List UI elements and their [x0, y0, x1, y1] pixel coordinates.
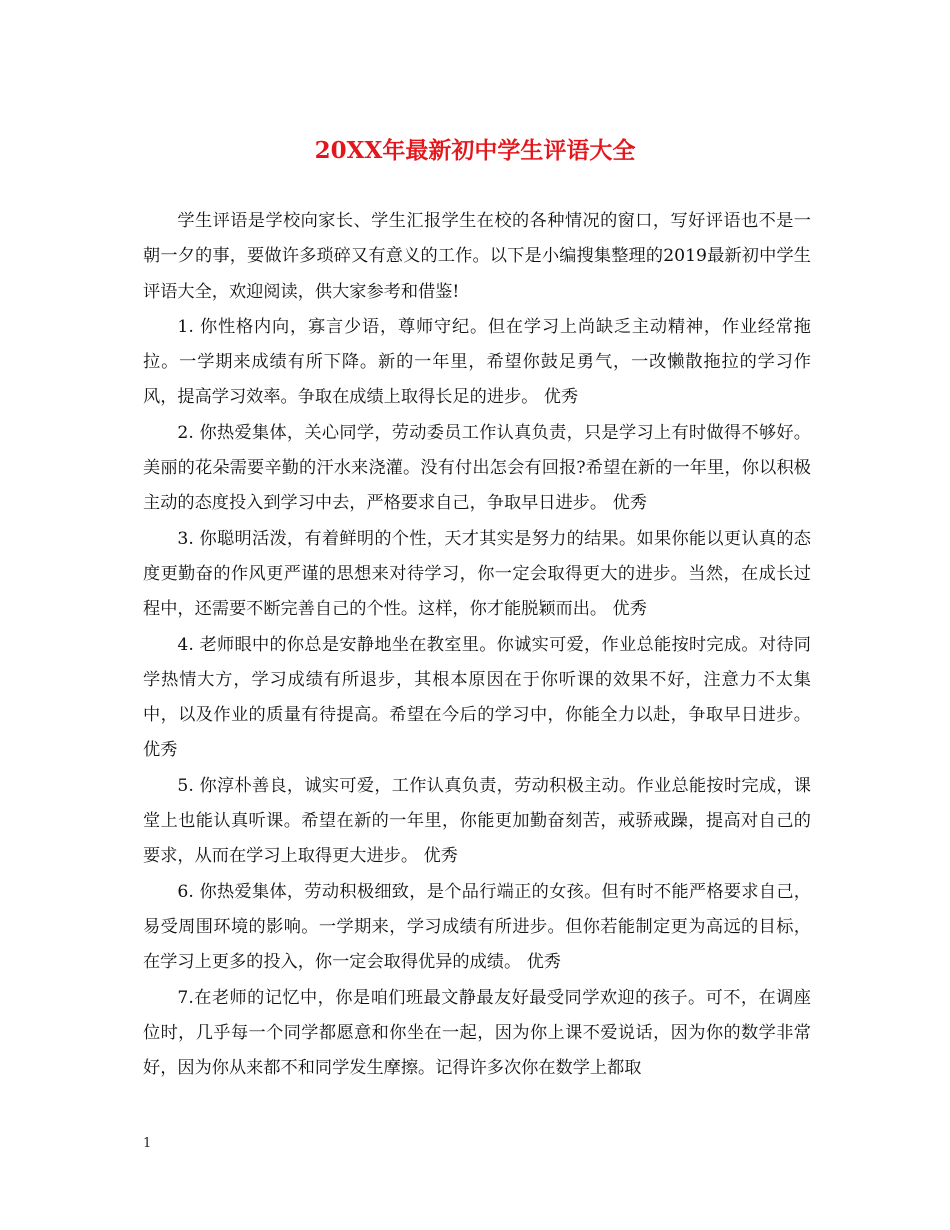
comment-paragraph-3: 3. 你聪明活泼，有着鲜明的个性，天才其实是努力的结果。如果你能以更认真的态度更勤奋的作风更严谨的思想来对待学习，你一定会取得更大的进步。当然，在成长过程中，还需要不断完善自己的个性。这样，你才能脱颖而出。 优秀: [143, 528, 811, 620]
comment-paragraph-2: 2. 你热爱集体，关心同学，劳动委员工作认真负责，只是学习上有时做得不够好。美丽的花朵需要辛勤的汗水来浇灌。没有付出怎会有回报?希望在新的一年里，你以积极主动的态度投入到学习中去，严格要求自己，争取早日进步。 优秀: [143, 422, 811, 514]
comment-paragraph-4: 4. 老师眼中的你总是安静地坐在教室里。你诚实可爱，作业总能按时完成。对待同学热情大方，学习成绩有所退步，其根本原因在于你听课的效果不好，注意力不太集中，以及作业的质量有待提高。希望在今后的学习中，你能全力以赴，争取早日进步。 优秀: [143, 634, 811, 761]
comment-paragraph-6: 6. 你热爱集体，劳动积极细致，是个品行端正的女孩。但有时不能严格要求自己，易受周围环境的影响。一学期来，学习成绩有所进步。但你若能制定更为高远的目标，在学习上更多的投入，你一定会取得优异的成绩。 优秀: [143, 881, 811, 973]
intro-paragraph: 学生评语是学校向家长、学生汇报学生在校的各种情况的窗口，写好评语也不是一朝一夕的事，要做许多琐碎又有意义的工作。以下是小编搜集整理的2019最新初中学生评语大全，欢迎阅读，供大家参考和借鉴!: [143, 211, 811, 302]
page-number: 1: [143, 1136, 152, 1151]
document-title: 20XX年最新初中学生评语大全: [314, 137, 636, 164]
comment-paragraph-7: 7.在老师的记忆中，你是咱们班最文静最友好最受同学欢迎的孩子。可不，在调座位时，几乎每一个同学都愿意和你坐在一起，因为你上课不爱说话，因为你的数学非常好，因为你从来都不和同学发生摩擦。记得许多次你在数学上都取: [143, 987, 811, 1079]
comment-paragraph-1: 1. 你性格内向，寡言少语，尊师守纪。但在学习上尚缺乏主动精神，作业经常拖拉。一学期来成绩有所下降。新的一年里，希望你鼓足勇气，一改懒散拖拉的学习作风，提高学习效率。争取在成绩上取得长足的进步。 优秀: [143, 316, 811, 408]
comment-paragraph-5: 5. 你淳朴善良，诚实可爱，工作认真负责，劳动积极主动。作业总能按时完成，课堂上也能认真听课。希望在新的一年里，你能更加勤奋刻苦，戒骄戒躁，提高对自己的要求，从而在学习上取得更大进步。 优秀: [143, 775, 811, 867]
document-body: [143, 204, 811, 1086]
